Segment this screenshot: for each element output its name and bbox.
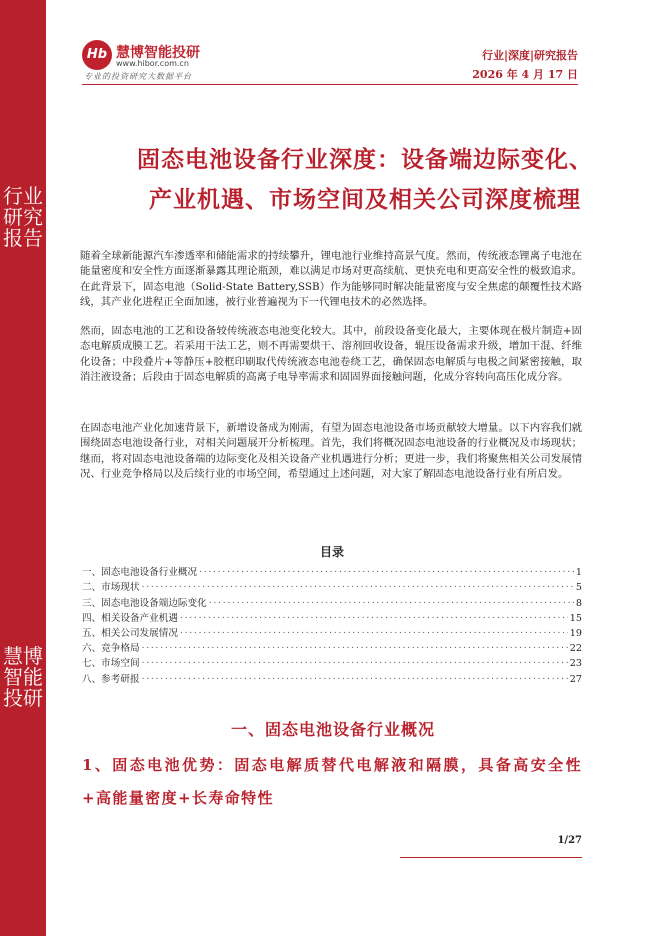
- toc-item[interactable]: 二、市场现状 ..... 5: [82, 578, 582, 593]
- logo-slogan: 专业的投资研究大数据平台: [84, 72, 192, 81]
- page-number: 1/27: [557, 835, 582, 846]
- outline-paragraph: 在固态电池产业化加速背景下，新增设备成为刚需，有望为固态电池设备市场贡献较大增量。以下内容我们就围绕固态电池设备行业，对相关问题展开分析梳理。首先，我们将概况固态电池设备的行业概况及市场现状；继而，将对固态电池设备端的边际变化及相关设备产业机遇进行分析；更进一步，我们将聚焦相关公司发展情况、行业竞争格局以及后续行业的市场空间，希望通过上述问题，对大家了解固态电池设备行业有所启发。: [80, 422, 582, 481]
- process-paragraph: 然而，固态电池的工艺和设备较传统液态电池变化较大。其中，前段设备变化最大，主要体现在极片制造+固态电解质成膜工艺。若采用干法工艺，则不再需要烘干、溶剂回收设备，辊压设备需求升级，增加干混、纤维化设备；中段叠片+等静压+胶框印刷取代传统液态电池卷绕工艺，确保固态电解质与电极之间紧密接触，取消注液设备；后段由于固态电解质的高离子电导率需求和固固界面接触问题，化成分容转向高压化成分容。: [80, 325, 582, 384]
- report-title-line-2: 产业机遇、市场空间及相关公司深度梳理: [149, 186, 581, 213]
- toc-item[interactable]: 三、固态电池设备端边际变化 ..... 8: [82, 593, 582, 608]
- sidebar-band: [0, 0, 46, 936]
- table-of-contents: [82, 563, 582, 685]
- sidebar-label-report-type: 行业研究报告: [3, 184, 43, 250]
- subsection-heading: 1、固态电池优势：固态电解质替代电解液和隔膜，具备高安全性+高能量密度+长寿命特性: [82, 756, 582, 807]
- report-date: 2026 年 4 月 17 日: [472, 68, 578, 81]
- toc-item[interactable]: 六、竞争格局 ..... 22: [82, 639, 582, 654]
- logo-name: 慧博智能投研: [116, 45, 200, 61]
- logo-url: www.hibor.com.cn: [116, 59, 189, 68]
- footer-divider: [400, 857, 582, 858]
- toc-title: 目录: [319, 545, 344, 559]
- toc-item[interactable]: 五、相关公司发展情况 ..... 19: [82, 624, 582, 639]
- header-divider: [82, 84, 578, 85]
- report-tags: 行业|深度|研究报告: [481, 49, 578, 62]
- toc-item[interactable]: 四、相关设备产业机遇 ..... 15: [82, 609, 582, 624]
- logo-icon: Hb: [82, 40, 112, 70]
- toc-item[interactable]: 八、参考研报 ..... 27: [82, 669, 582, 684]
- section-heading: 一、固态电池设备行业概况: [230, 720, 435, 739]
- logo: [82, 40, 282, 84]
- toc-item[interactable]: 七、市场空间 ..... 23: [82, 654, 582, 669]
- report-title-line-1: 固态电池设备行业深度：设备端边际变化、: [137, 146, 593, 173]
- intro-paragraph: 随着全球新能源汽车渗透率和储能需求的持续攀升，锂电池行业维持高景气度。然而，传统液态锂离子电池在能量密度和安全性方面逐渐暴露其理论瓶颈，难以满足市场对更高续航、更快充电和更高安全性的极致追求。在此背景下，固态电池（Solid-State Battery,SSB）作为能够同时解决能量密度与安全焦虑的颠覆性技术路线，其产业化进程正全面加速，被行业普遍视为下一代锂电技术的必然选择。: [80, 250, 582, 309]
- sidebar-label-brand: 慧博智能投研: [3, 644, 43, 710]
- toc-item[interactable]: 一、固态电池设备行业概况 ..... 1: [82, 563, 582, 578]
